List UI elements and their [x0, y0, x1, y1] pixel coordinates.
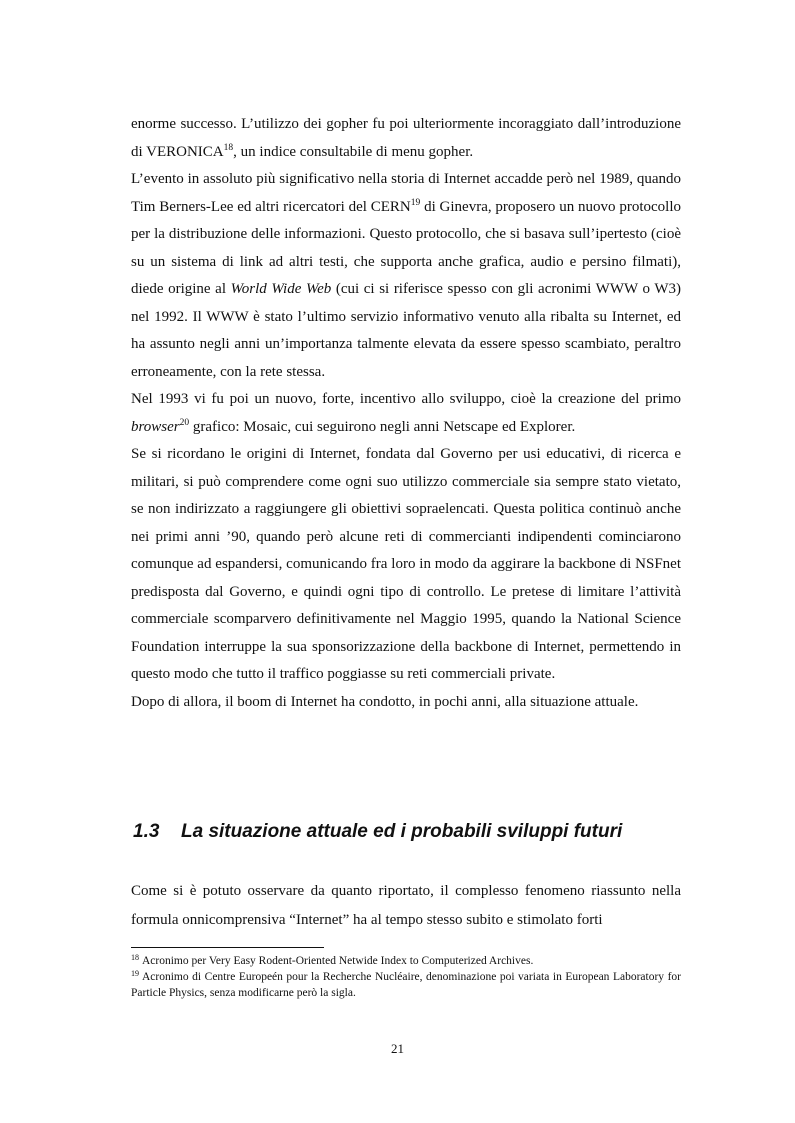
paragraph-commercial-use: Se si ricordano le origini di Internet, fondata dal Governo per usi educativi, di ricerca e militari, si può comprendere come ogni suo utilizzo commerciale sia sempre stato vietato, se non indirizzato a raggiungere gli obiettivi sopraelencati. Questa politica continuò anche nei primi anni ’90, quando però alcune reti di commercianti indipendenti cominciarono comunque ad espandersi, comunicando fra loro in modo da aggirare la backbone di NSFnet predisposta dal Governo, e quindi ogni tipo di controllo. Le pretese di limitare l’attività commerciale scomparvero definitivamente nel Maggio 1995, quando la National Science Foundation interruppe la sua sponsorizzazione della backbone di Internet, permettendo in questo modo che tutto il traffico poggiasse su reti commerciali private.: [131, 446, 681, 682]
paragraph-boom: Dopo di allora, il boom di Internet ha condotto, in pochi anni, alla situazione attuale.: [131, 693, 639, 710]
section-number: 1.3: [133, 821, 160, 842]
footnote-19: $^{19}$ Acronimo di Centre Europeén pour la Recherche Nucléaire, denominazione poi variata in European Laboratory for Particle Physics, senza modificarne però la sigla.: [131, 969, 681, 999]
browser-term: browser: [131, 418, 180, 435]
world-wide-web-term: World Wide Web: [230, 281, 332, 297]
footnote-divider: [131, 947, 324, 948]
paragraph-www: L’evento in assoluto più significativo nella storia di Internet accadde però nel 1989, quando Tim Berners-Lee ed altri ricercatori del CERN$^{19}$ di Ginevra, proposero un nuovo protocollo per la distribuzione delle informazioni. Questo protocollo, che si basava sull’ipertesto (cioè su un sistema di link ad altri testi, che supporta anche grafica, audio e persino filmati), diede origine al World Wide Web (cui ci si riferisce spesso con gli acronimi WWW o W3) nel 1992. Il WWW è stato l’ultimo servizio informativo venuto alla ribalta su Internet, ed ha assunto negli anni un’importanza talmente elevata da essere spesso scambiato, peraltro erroneamente, con la rete stessa.: [131, 171, 682, 380]
footnote-ref-18: 18: [223, 142, 234, 153]
footnotes: [131, 953, 681, 1001]
page-number: 21: [391, 1041, 404, 1056]
footnote-18: $^{18}$ Acronimo per Very Easy Rodent-Oriented Netwide Index to Computerized Archives.: [131, 953, 534, 967]
body-text: [131, 111, 681, 716]
paragraph-veronica: enorme successo. L’utilizzo dei gopher fu poi ulteriormente incoraggiato dall’introduzione di VERONICA$^{18}$, un indice consultabile di menu gopher.: [131, 116, 681, 160]
section-title: La situazione attuale ed i probabili sviluppi futuri: [181, 821, 623, 842]
footnote-ref-19: 19: [410, 197, 421, 208]
paragraph-mosaic: Nel 1993 vi fu poi un nuovo, forte, incentivo allo sviluppo, cioè la creazione del primo browser$^{20}$ grafico: Mosaic, cui seguirono negli anni Netscape ed Explorer.: [131, 391, 681, 435]
section-paragraph: Come si è potuto osservare da quanto riportato, il complesso fenomeno riassunto nella formula onnicomprensiva “Internet” ha al tempo stesso subito e stimolato forti: [131, 883, 681, 928]
section-heading: [133, 821, 693, 843]
footnote-ref-20: 20: [179, 417, 190, 428]
